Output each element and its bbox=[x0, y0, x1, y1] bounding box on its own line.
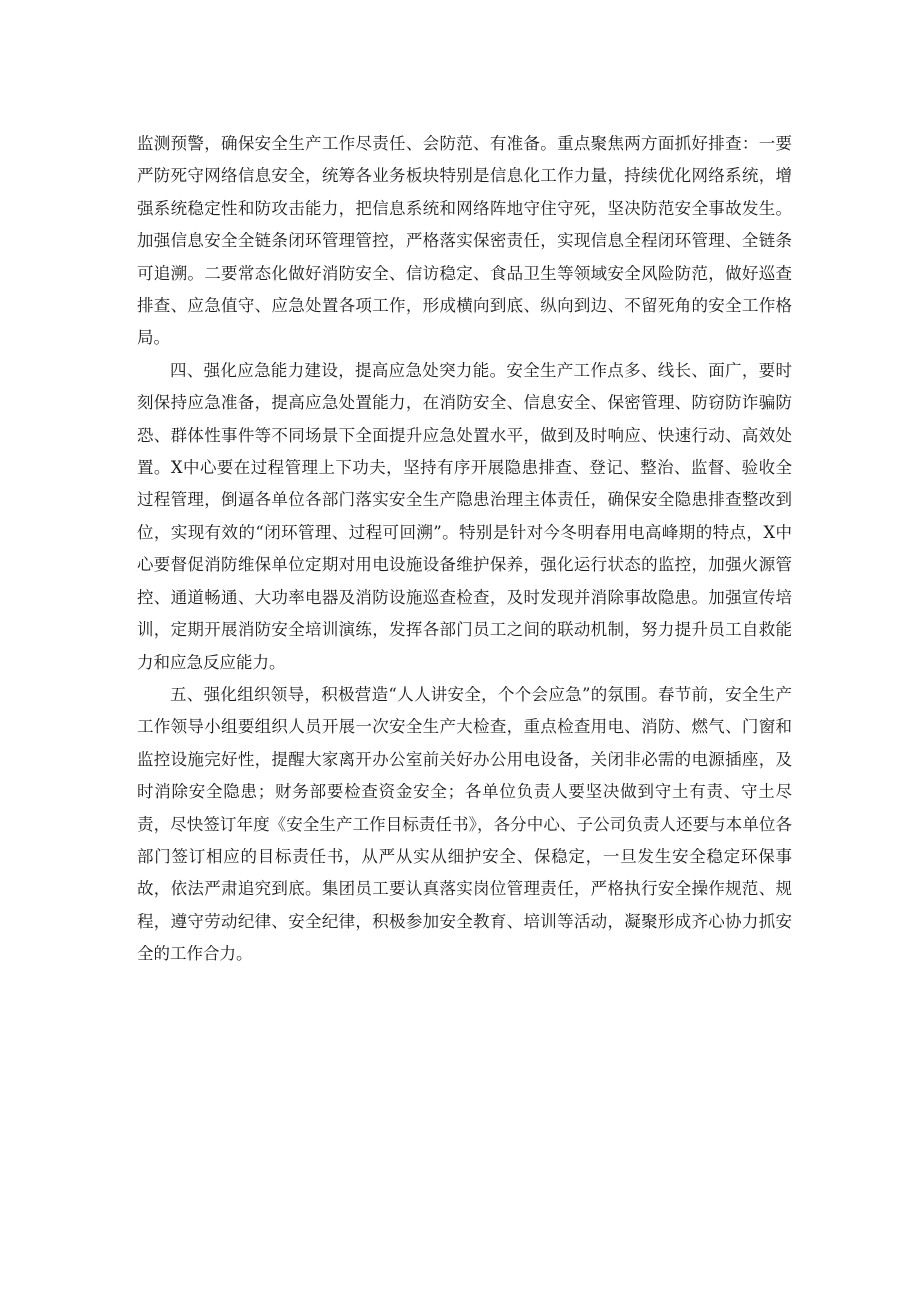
paragraph-section-four: 四、强化应急能力建设，提高应急处突力能。安全生产工作点多、线长、面广，要时刻保持应急准备，提高应急处置能力，在消防安全、信息安全、保密管理、防窃防诈骗防恐、群体性事件等不同场景下全面提升应急处置水平，做到及时响应、快速行动、高效处置。X中心要在过程管理上下功夫，坚持有序开展隐患排查、登记、整治、监督、验收全过程管理，倒逼各单位各部门落实安全生产隐患治理主体责任，确保安全隐患排查整改到位，实现有效的“闭环管理、过程可回溯”。特别是针对今冬明春用电高峰期的特点，X中心要督促消防维保单位定期对用电设施设备维护保养，强化运行状态的监控，加强火源管控、通道畅通、大功率电器及消防设施巡查检查，及时发现并消除事故隐患。加强宣传培训，定期开展消防安全培训演练，发挥各部门员工之间的联动机制，努力提升员工自救能力和应急反应能力。 bbox=[137, 360, 792, 672]
paragraph-section-five: 五、强化组织领导，积极营造“人人讲安全，个个会应急”的氛围。春节前，安全生产工作领导小组要组织人员开展一次安全生产大检查，重点检查用电、消防、燃气、门窗和监控设施完好性，提醒大家离开办公室前关好办公用电设备，关闭非必需的电源插座，及时消除安全隐患；财务部要检查资金安全；各单位负责人要坚决做到守土有责、守土尽责，尽快签订年度《安全生产工作目标责任书》，各分中心、子公司负责人还要与本单位各部门签订相应的目标责任书，从严从实从细护安全、保稳定，一旦发生安全稳定环保事故，依法严肃追究到底。集团员工要认真落实岗位管理责任，严格执行安全操作规范、规程，遵守劳动纪律、安全纪律，积极参加安全教育、培训等活动，凝聚形成齐心协力抓安全的工作合力。 bbox=[137, 684, 792, 964]
document-body bbox=[137, 128, 792, 971]
paragraph-continued: 监测预警，确保安全生产工作尽责任、会防范、有准备。重点聚焦两方面抓好排查：一要严防死守网络信息安全，统筹各业务板块特别是信息化工作力量，持续优化网络系统，增强系统稳定性和防攻击能力，把信息系统和网络阵地守住守死，坚决防范安全事故发生。加强信息安全全链条闭环管理管控，严格落实保密责任，实现信息全程闭环管理、全链条可追溯。二要常态化做好消防安全、信访稳定、食品卫生等领域安全风险防范，做好巡查排查、应急值守、应急处置各项工作，形成横向到底、纵向到边、不留死角的安全工作格局。 bbox=[137, 134, 792, 348]
